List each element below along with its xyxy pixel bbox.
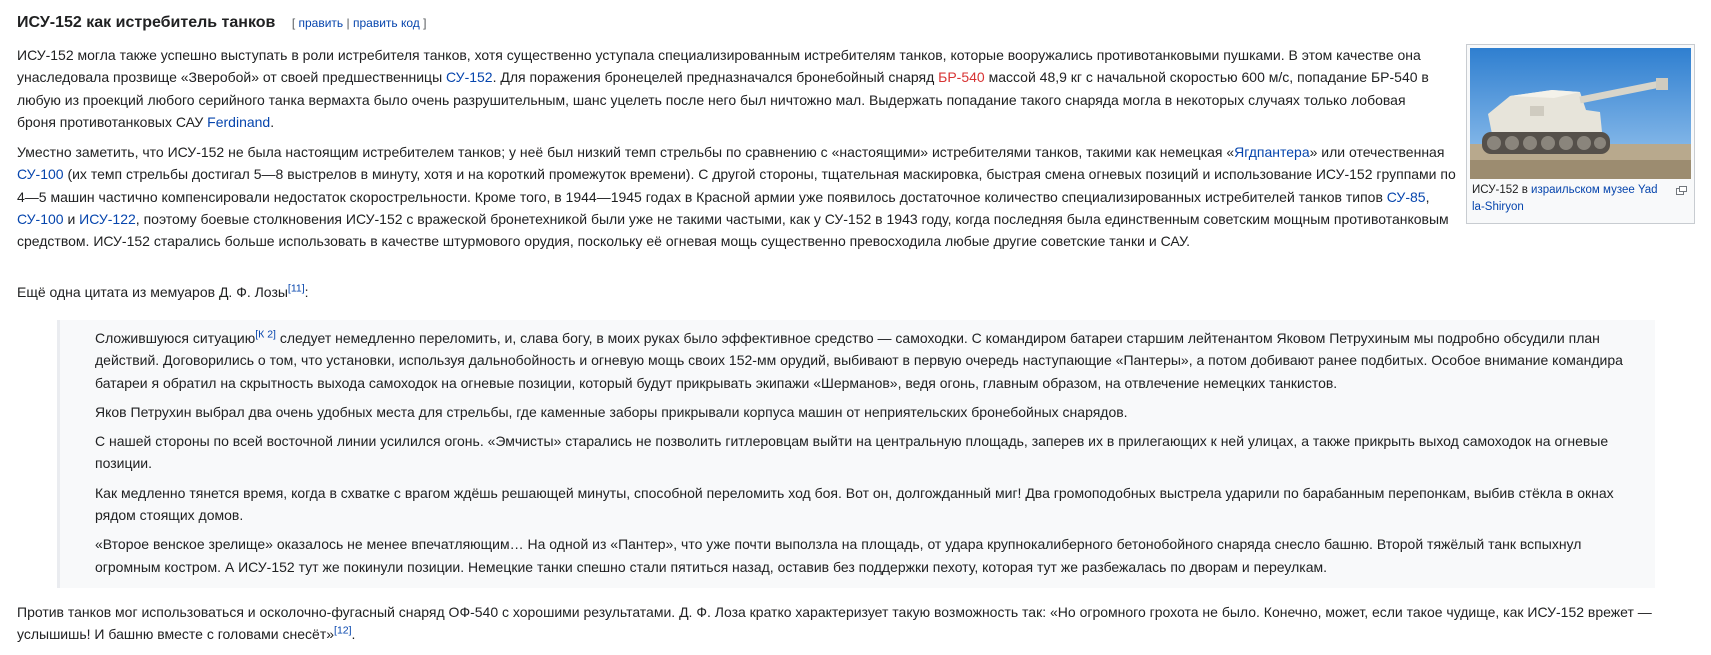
- quote-paragraph-2: Яков Петрухин выбрал два очень удобных места для стрельбы, где каменные заборы прикрывали корпуса машин от неприятельских бронебойных снарядов.: [95, 403, 1128, 420]
- paragraph-1: ИСУ-152 могла также успешно выступать в роли истребителя танков, хотя существенно уступала специализированным истребителям танков, которые вооружались противотанковыми пушками. В этом качестве она унаследовала прозвище «Зверобой» от своей предшественницы СУ-152. Для поражения бронецелей предназначался бронебойный снаряд БР-540 массой 48,9 кг с начальной скоростью 600 м/с, попадание БР-540 в любую из проекций любого серийного танка вермахта было очень разрушительным, шанс уцелеть после него был ничтожно мал. Выдержать попадание такого снаряда могла в некоторых случаях только лобовая броня противотанковых САУ Ferdinand.: [17, 47, 1429, 130]
- link-jagdpanther[interactable]: Ягдпантера: [1234, 144, 1310, 160]
- image-caption: ИСУ-152 в израильском музее Yad la-Shiryon: [1470, 179, 1691, 216]
- edit-code-link[interactable]: править код: [352, 16, 420, 30]
- link-su-100[interactable]: СУ-100: [17, 166, 64, 183]
- note-k2[interactable]: [К 2]: [255, 328, 276, 341]
- tank-photo[interactable]: [1470, 48, 1691, 179]
- quote-paragraph-5: «Второе венское зрелище» оказалось не менее впечатляющим… На одной из «Пантер», что уже почти выползла на площадь, от удара крупнокалиберного бетонобойного снаряда снесло башню. Второй тяжёлый танк вспыхнул огромным костром. А ИСУ-152 тут же покинули позиции. Немецкие танки спешно стали пятиться назад, оставив без поддержки пехоту, которая тут же разбежалась по дворам и переулкам.: [95, 536, 1582, 575]
- link-isu-122[interactable]: ИСУ-122: [79, 210, 136, 227]
- link-yad-la-shiryon[interactable]: израильском музее Yad la-Shiryon: [1472, 184, 1658, 213]
- quote-paragraph-3: С нашей стороны по всей восточной линии усилился огонь. «Эмчисты» старались не позволить гитлеровцам выйти на центральную площадь, заперев их в прилегающих к ней улицах, а также прикрыть выход самоходок на огневые позиции.: [95, 433, 1609, 472]
- quote-paragraph-4: Как медленно тянется время, когда в схватке с врагом ждёшь решающей минуты, способной переломить ход боя. Вот он, долгожданный миг! Два громоподобных выстрела ударили по барабанным перепонкам, выбив стёкла в окнах рядом стоящих домов.: [95, 484, 1614, 524]
- edit-section-links: [ править | править код ]: [291, 16, 427, 30]
- magnify-icon[interactable]: [1676, 184, 1687, 201]
- reference-12[interactable]: [12]: [334, 624, 352, 637]
- blockquote: [57, 320, 1655, 588]
- section-heading: [17, 11, 426, 35]
- link-br-540[interactable]: БР-540: [938, 69, 985, 86]
- link-ferdinand[interactable]: Ferdinand: [207, 113, 271, 130]
- paragraph-3: Ещё одна цитата из мемуаров Д. Ф. Лозы[11]:: [17, 282, 309, 300]
- link-su-152[interactable]: СУ-152: [446, 69, 493, 86]
- section-title: ИСУ-152 как истребитель танков: [17, 14, 276, 31]
- reference-11[interactable]: [11]: [287, 282, 305, 295]
- edit-link[interactable]: править: [298, 16, 344, 30]
- quote-paragraph-1: Сложившуюся ситуацию[К 2] следует немедленно переломить, и, слава богу, в моих руках было эффективное средство — самоходки. С командиром батареи старшим лейтенантом Яковом Петрухиным мы подробно обсудили план действий. Договорились о том, что установки, используя дальнобойность и огневую мощь своих 152-мм орудий, выбивают в первую очередь наступающие «Пантеры», а потом добивают ранее подбитых. Особое внимание командира батареи я обратил на скрытность выхода самоходок на огневые позиции, который будут прикрывать экипажи «Шерманов», ведя огонь, главным образом, на отвлечение немецких танкистов.: [95, 328, 1623, 391]
- image-thumbnail: [1466, 44, 1695, 224]
- paragraph-4: Против танков мог использоваться и осколочно-фугасный снаряд ОФ-540 с хорошими результатами. Д. Ф. Лоза кратко характеризует такую возможность так: «Но огромного грохота не было. Конечно, может, если такое чудище, как ИСУ-152 врежет — услышишь! И башню вместе с головами снесёт»[12].: [17, 604, 1652, 643]
- link-su-85[interactable]: СУ-85: [1386, 188, 1426, 205]
- paragraph-2: Уместно заметить, что ИСУ-152 не была настоящим истребителем танков; у неё был низкий темп стрельбы по сравнению с «настоящими» истребителями танков, такими как немецкая «Ягдпантера» или отечественная СУ-100 (их темп стрельбы достигал 5—8 выстрелов в минуту, хотя и на короткий промежуток времени). С другой стороны, тщательная маскировка, быстрая смена огневых позиций и использование ИСУ-152 группами по 4—5 машин частично компенсировали недостаток скорострельности. Кроме того, в 1944—1945 годах в Красной армии уже появилось достаточное количество специализированных истребителей танков типов СУ-85, СУ-100 и ИСУ-122, поэтому боевые столкновения ИСУ-152 с вражеской бронетехникой были уже не такими частыми, как у СУ-152 в 1943 году, когда последняя была единственным советским мощным противотанковым средством. ИСУ-152 старались больше использовать в качестве штурмового орудия, поскольку её огневая мощь существенно превосходила любые другие советские танки и САУ.: [17, 144, 1456, 250]
- link-su-100-second[interactable]: СУ-100: [17, 210, 64, 227]
